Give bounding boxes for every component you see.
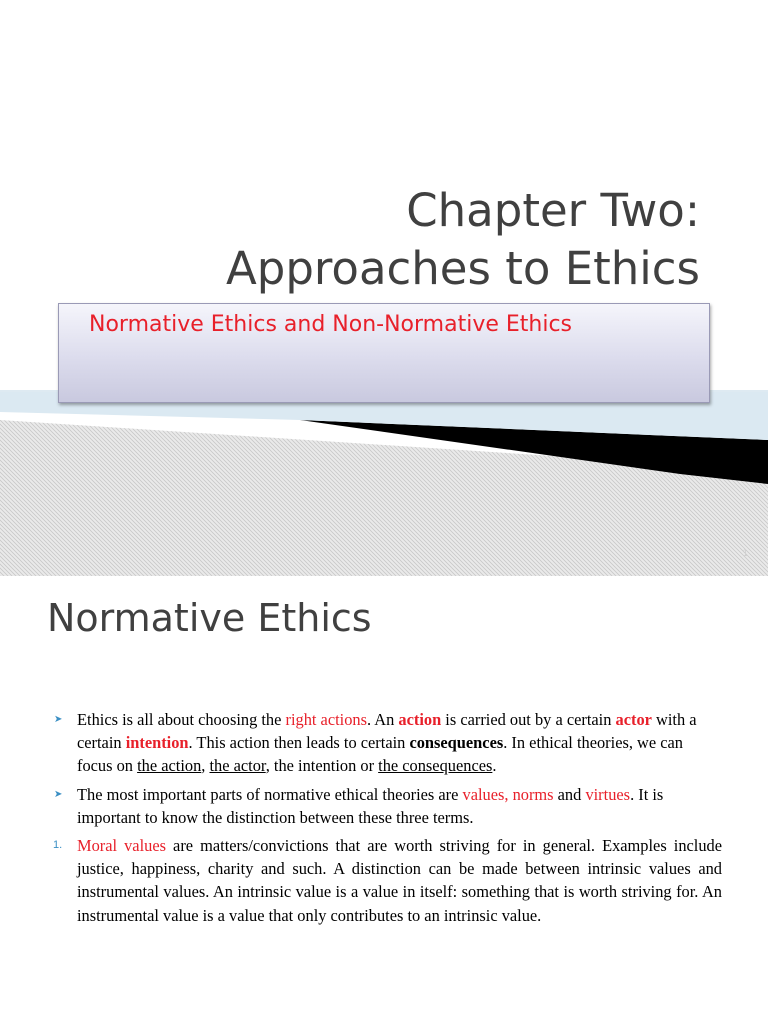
text-run: ,	[201, 756, 210, 776]
text-run: . This action then leads to certain	[188, 733, 410, 753]
text-run-red: values, norms	[462, 784, 554, 804]
text-run-red: Moral values	[77, 836, 166, 856]
list-item	[52, 708, 722, 778]
text-run: The most important parts of normative ethical theories are	[77, 784, 463, 804]
text-run: . An	[366, 710, 399, 729]
text-run-red: virtues	[585, 784, 631, 804]
text-run: . In ethical theories, we can focus on	[77, 733, 683, 776]
text-run-red-bold: intention	[125, 733, 189, 753]
title-line-2: Approaches to Ethics	[226, 242, 700, 295]
page-number: 1	[742, 548, 748, 559]
text-run: Ethics is all about choosing the	[77, 710, 286, 729]
text-run-bold: consequences	[409, 733, 504, 753]
arrow-bullet-icon: ➤	[54, 788, 63, 800]
text-run-red: right actions	[285, 710, 367, 729]
text-run: with a certain	[77, 710, 697, 753]
text-run-red-bold: action	[398, 710, 442, 729]
body-list	[52, 708, 722, 932]
text-run: is carried out by a certain	[441, 710, 616, 729]
text-run: and	[553, 784, 586, 804]
item-number: 1.	[53, 839, 63, 852]
content-slide	[0, 576, 768, 1024]
text-run-underline: the actor	[209, 756, 266, 776]
slide-subtitle: Normative Ethics and Non-Normative Ethics	[89, 312, 573, 337]
text-run: .	[492, 756, 497, 776]
text-run: . It is important to know the distinction between these three terms.	[77, 784, 664, 827]
list-item	[52, 783, 722, 829]
arrow-bullet-icon: ➤	[54, 714, 63, 725]
text-run: are matters/convictions that are worth striving for in general. Examples include justice, happiness, charity and such. A distinction can be made between intrinsic values and instrumental values. An intrinsic value is a value in itself: something that is worth striving for. An instrumental value is a value that only contributes to an intrinsic value.	[77, 836, 723, 925]
text-run: , the intention or	[265, 756, 379, 776]
text-run-underline: the action	[137, 756, 202, 776]
slide-title	[226, 182, 700, 298]
slide-heading: Normative Ethics	[47, 596, 372, 640]
text-run-underline: the consequences	[378, 756, 493, 776]
title-line-1: Chapter Two:	[406, 184, 700, 237]
text-run-red-bold: actor	[615, 710, 652, 729]
subtitle-box	[58, 303, 710, 403]
numbered-item	[52, 834, 722, 927]
